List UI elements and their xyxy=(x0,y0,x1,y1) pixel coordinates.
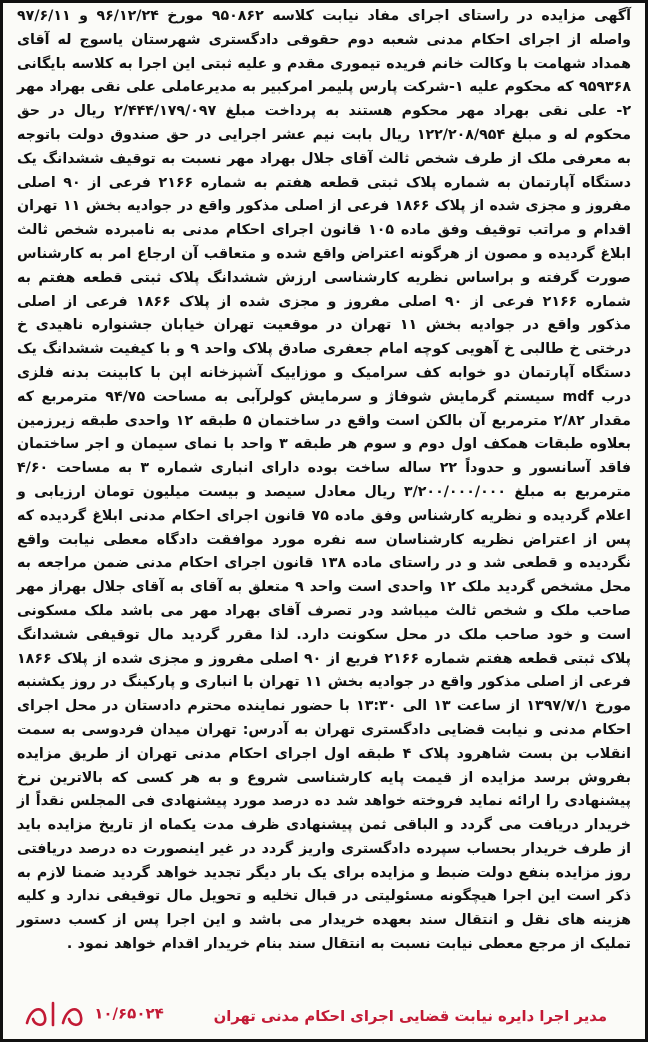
notice-body xyxy=(17,5,631,957)
notice-text: آگهی مزایده در راستای اجرای مفاد نیابت کلاسه ۹۵۰۸۶۲ مورخ ۹۶/۱۲/۲۴ و ۹۷/۶/۱۱ واصله از اجرای احکام مدنی شعبه دوم حقوقی دادگستری شهرستان یاسوج له آقای همداد شهامت با وکالت خانم فریده تیموری مقدم و علیه ثبتی این اجرا به کلاسه بایگانی ۹۵۹۳۶۸ که محکوم علیه ۱-شرکت پارس پلیمر امرکبیر به مدیرعاملی علی نقی بهراد مهر ۲- علی نقی بهراد مهر محکوم هستند به پرداخت مبلغ ۲/۴۴۴/۱۷۹/۰۹۷ ریال در حق محکوم له و مبلغ ۱۲۲/۲۰۸/۹۵۴ ریال بابت نیم عشر اجرایی در حق صندوق دولت باتوجه به معرفی ملک از طرف شخص ثالث آقای جلال بهراد مهر نسبت به توقیف ششدانگ یک دستگاه آپارتمان به شماره پلاک ثبتی قطعه هفتم به شماره ۲۱۶۶ فرعی از ۹۰ اصلی مفروز و مجزی شده از پلاک ۱۸۶۶ فرعی از اصلی مذکور واقع در جوادیه بخش ۱۱ تهران اقدام و مراتب توقیف وفق ماده ۱۰۵ قانون اجرای احکام مدنی به نامبرده شخص ثالث ابلاغ گردیده و مصون از هرگونه اعتراض واقع شده و متعاقب آن ارجاع امر به کارشناس صورت گرفته و براساس نظریه کارشناسی ارزش ششدانگ پلاک ثبتی قطعه هفتم به شماره ۲۱۶۶ فرعی از ۹۰ اصلی مفروز و مجزی شده از پلاک ۱۸۶۶ فرعی از اصلی مذکور واقع در جوادیه بخش ۱۱ تهران در موقعیت تهران خیابان جشنواره ناهیدی خ درختی خ طالبی خ آهویی کوچه امام جعفری صادق پلاک واحد ۹ و با کیفیت ششدانگ یک دستگاه آپارتمان دو خوابه کف سرامیک و موزاییک آشپزخانه اپن با کابینت بدنه فلزی درب mdf سیستم گرمایش شوفاژ و سرمایش کولرآبی به مساحت ۹۴/۷۵ مترمربع که مقدار ۲/۸۲ مترمربع آن بالکن است واقع در ساختمان ۵ طبقه ۱۲ واحدی طبقه زیرزمین بعلاوه طبقات همکف اول دوم و سوم هر طبقه ۳ واحد با نمای سیمان و اجر ساختمان فاقد آسانسور و حدوداً ۲۲ ساله ساخت بوده دارای انباری شماره ۳ به مساحت ۴/۶۰ مترمربع به مبلغ ۳/۲۰۰/۰۰۰/۰۰۰ ریال معادل سیصد و بیست میلیون تومان ارزیابی و اعلام گردیده و نظریه کارشناس وفق ماده ۷۵ قانون اجرای احکام مدنی ابلاغ گردیده که پس از اعتراض نظریه کارشناسان سه نفره مورد موافقت دادگاه معطی نیابت واقع نگردیده و قطعی شد و در راستای ماده ۱۳۸ قانون اجرای احکام مدنی ضمن مراجعه به محل مشخص گردید ملک ۱۲ واحدی است واحد ۹ متعلق به آقای به آقای جلال بهراز مهر صاحب ملک و شخص ثالث میباشد ودر تصرف آقای بهراد مهر می باشد ملک مسکونی است و خود صاحب ملک در محل سکونت دارد. لذا مقرر گردید مال توقیفی ششدانگ پلاک ثبتی قطعه هفتم شماره ۲۱۶۶ فریع از ۹۰ اصلی مفروز و مجزی شده از پلاک ۱۸۶۶ فرعی از اصلی مذکور واقع در جوادیه بخش ۱۱ تهران با انباری و پارکینگ در روز یکشنبه مورخ ۱۳۹۷/۷/۱ از ساعت ۱۳ الی ۱۳:۳۰ با حضور نماینده محترم دادستان در محل اجرای احکام مدنی و نیابت قضایی دادگستری تهران به آدرس: تهران میدان فردوسی به سمت انقلاب بن بست شاهرود پلاک ۴ طبقه اول اجرای احکام مدنی تهران از طریق مزایده بفروش برسد مزایده از قیمت پایه کارشناسی شروع و به هر کسی که بالاترین نرخ پیشنهادی را ارائه نماید فروخته خواهد شد ده درصد مورد پیشنهادی فی المجلس نقداً از خریدار دریافت می گردد و الباقی ثمن پیشنهادی ظرف مدت یکماه از تاریخ مزایده باید از طرف خریدار بحساب سپرده دادگستری واریز گردد در غیر اینصورت ده درصد دریافتی روز مزایده بنفع دولت ضبط و مزایده برای یک بار دیگر تجدید خواهد گردید ضمنا لازم به ذکر است این اجرا هیچگونه مسئولیتی در قبال تخلیه و تحویل مال توقیفی ندارد و کلیه هزینه های نقل و انتقال سند بعهده خریدار می باشد و این اجرا پس از کسب دستور تملیک از مرجع معطی نیابت نسبت به انتقال سند بنام خریدار اقدام خواهد نمود . xyxy=(17,8,632,953)
reference-code-area xyxy=(21,997,164,1031)
signature-line: مدیر اجرا دایره نیابت قضایی اجرای احکام مدنی تهران xyxy=(213,1008,607,1025)
handwritten-mark xyxy=(21,997,89,1031)
notice-footer xyxy=(13,991,635,1033)
reference-code: ۱۰/۶۵۰۲۴ xyxy=(94,1004,164,1023)
